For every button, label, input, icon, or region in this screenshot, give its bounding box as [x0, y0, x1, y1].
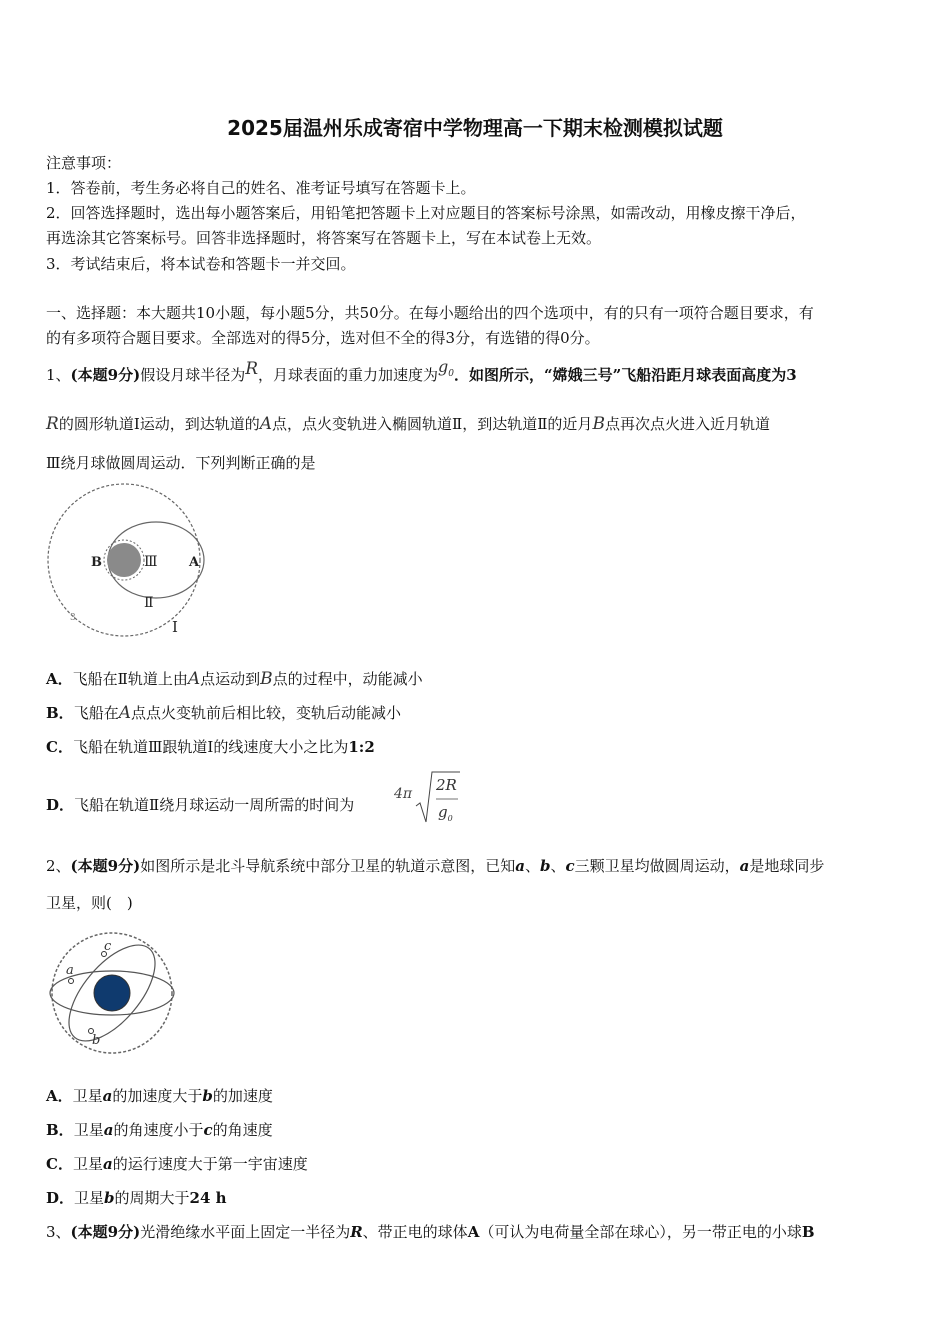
q2-option-C — [46, 1153, 308, 1174]
period-formula — [394, 770, 464, 826]
satellite-b: b — [539, 857, 551, 875]
label-c: c — [104, 939, 112, 954]
label-III: Ⅲ — [144, 554, 158, 570]
satellite-a: a — [515, 857, 525, 875]
page-title: 2025届温州乐成寄宿中学物理高一下期末检测模拟试题 — [227, 116, 723, 140]
question-text: （可认为电荷量全部在球心），另一带正电的小球 — [479, 1223, 802, 1241]
option-label: A． — [46, 670, 73, 688]
option-label: D． — [46, 1189, 75, 1207]
period-value: 24 h — [189, 1189, 227, 1207]
question-score-tag: (本题9分) — [70, 366, 141, 384]
label-small: 3 — [70, 613, 76, 623]
section-intro-line-2: 的有多项符合题目要求。全部选对的得5分，选对但不全的得3分，有选错的得0分。 — [46, 329, 600, 347]
option-label: B． — [46, 704, 74, 722]
satellite-a: a — [102, 1087, 113, 1105]
label-A: A — [189, 555, 200, 570]
question-score-tag: (本题9分) — [70, 1223, 141, 1241]
label-B: B — [91, 555, 102, 570]
symbol-g0: $g_0$ — [438, 357, 455, 380]
sphere-A: A — [467, 1223, 480, 1241]
satellite-a: a — [102, 1155, 113, 1173]
orbit-diagram — [44, 480, 212, 640]
question-text: 点，点火变轨进入椭圆轨道Ⅱ，到达轨道Ⅱ的近月 — [272, 415, 593, 433]
satellite-a: a — [103, 1121, 114, 1139]
satellite-a: a — [739, 857, 750, 875]
option-text: 卫星 — [72, 1155, 103, 1173]
q2-option-B — [46, 1119, 273, 1140]
question-text: 如图所示是北斗导航系统中部分卫星的轨道示意图，已知 — [140, 857, 516, 875]
option-text: 的角速度 — [212, 1121, 273, 1139]
satellite-b: b — [104, 1189, 115, 1207]
question-text: ．如图所示，“嫦娥三号”飞船沿距月球表面高度为3 — [454, 366, 797, 384]
option-text: 的运行速度大于第一宇宙速度 — [112, 1155, 308, 1173]
ratio-value: 1:2 — [348, 738, 375, 756]
notice-item-1: 1．答卷前，考生务必将自己的姓名、准考证号填写在答题卡上。 — [46, 179, 476, 197]
question-text: 的圆形轨道Ⅰ运动，到达轨道的 — [58, 415, 260, 433]
satellite-a-dot — [69, 979, 74, 984]
option-text: 卫星 — [72, 1087, 103, 1105]
separator: 、 — [524, 857, 540, 875]
notice-item-2-cont: 再选涂其它答案标号。回答非选择题时，将答案写在答题卡上，写在本试卷上无效。 — [46, 229, 602, 247]
question-text: 、带正电的球体 — [362, 1223, 468, 1241]
q1-option-D — [46, 794, 354, 815]
option-text: 飞船在Ⅱ轨道上由 — [72, 670, 188, 688]
point-A: A — [118, 703, 131, 723]
label-a: a — [66, 963, 74, 978]
label-I: Ⅰ — [172, 618, 178, 636]
q2-option-A — [46, 1085, 273, 1106]
notice-item-3: 3．考试结束后，将本试卷和答题卡一并交回。 — [46, 255, 356, 273]
q2-option-D — [46, 1187, 227, 1208]
formula-numerator: 2R — [436, 776, 457, 794]
earth — [94, 975, 130, 1011]
point-B: B — [592, 414, 605, 434]
option-label: B． — [46, 1121, 74, 1139]
section-intro-line-1: 一、选择题：本大题共10小题，每小题5分，共50分。在每小题给出的四个选项中，有的只有一项符合题目要求，有 — [46, 304, 814, 322]
option-text: 飞船在轨道Ⅱ绕月球运动一周所需的时间为 — [74, 796, 355, 814]
option-label: A． — [46, 1087, 73, 1105]
question-1-line-2 — [46, 413, 770, 434]
question-text: 假设月球半径为 — [140, 366, 246, 384]
separator: 、 — [550, 857, 566, 875]
option-text: 的加速度 — [212, 1087, 273, 1105]
option-text: 的周期大于 — [114, 1189, 190, 1207]
question-text: ，月球表面的重力加速度为 — [258, 366, 439, 384]
satellite-b: b — [202, 1087, 213, 1105]
option-text: 的角速度小于 — [113, 1121, 204, 1139]
symbol-R: R — [46, 414, 59, 434]
question-text: 点再次点火进入近月轨道 — [604, 415, 770, 433]
formula-denominator: $g_0$ — [438, 803, 453, 823]
question-score-tag: (本题9分) — [70, 857, 141, 875]
question-text: 是地球同步 — [749, 857, 825, 875]
q1-option-C — [46, 736, 375, 757]
question-text: 三颗卫星均做圆周运动， — [574, 857, 740, 875]
q1-option-A — [46, 668, 423, 689]
moon — [107, 543, 141, 577]
question-number: 2、 — [46, 857, 71, 875]
symbol-R: R — [245, 359, 259, 379]
point-A: A — [259, 414, 273, 434]
option-label: C． — [46, 1155, 73, 1173]
option-label: C． — [46, 738, 73, 756]
question-1-line-1 — [46, 357, 797, 387]
q1-option-B — [46, 702, 401, 723]
point-A: A — [187, 669, 201, 689]
question-2-line-1 — [46, 855, 824, 876]
option-text: 飞船在轨道Ⅲ跟轨道Ⅰ的线速度大小之比为 — [72, 738, 349, 756]
option-text: 飞船在 — [73, 704, 119, 722]
ball-B: B — [801, 1223, 815, 1241]
satellite-c: c — [203, 1121, 213, 1139]
formula-coefficient: 4π — [394, 786, 413, 802]
question-1-line-3: Ⅲ绕月球做圆周运动．下列判断正确的是 — [46, 454, 316, 472]
question-2-line-2: 卫星，则( ) — [46, 894, 133, 912]
question-3-line-1 — [46, 1221, 815, 1242]
label-II: Ⅱ — [144, 595, 154, 611]
option-text: 点的过程中，动能减小 — [272, 670, 423, 688]
question-number: 1、 — [46, 366, 71, 384]
point-B: B — [260, 669, 273, 689]
question-number: 3、 — [46, 1223, 71, 1241]
option-text: 点运动到 — [200, 670, 261, 688]
option-text: 点点火变轨前后相比较，变轨后动能减小 — [130, 704, 401, 722]
option-text: 的加速度大于 — [112, 1087, 203, 1105]
satellite-orbit-diagram — [46, 930, 180, 1060]
label-b: b — [92, 1033, 101, 1048]
option-text: 卫星 — [74, 1189, 105, 1207]
notice-item-2: 2．回答选择题时，选出每小题答案后，用铅笔把答题卡上对应题目的答案标号涂黑，如需改动，用橡皮擦干净后， — [46, 204, 806, 222]
question-text: 光滑绝缘水平面上固定一半径为 — [140, 1223, 351, 1241]
option-text: 卫星 — [73, 1121, 104, 1139]
symbol-R: R — [350, 1223, 363, 1241]
satellite-c: c — [565, 857, 575, 875]
option-label: D． — [46, 796, 75, 814]
notice-heading: 注意事项： — [46, 154, 122, 172]
